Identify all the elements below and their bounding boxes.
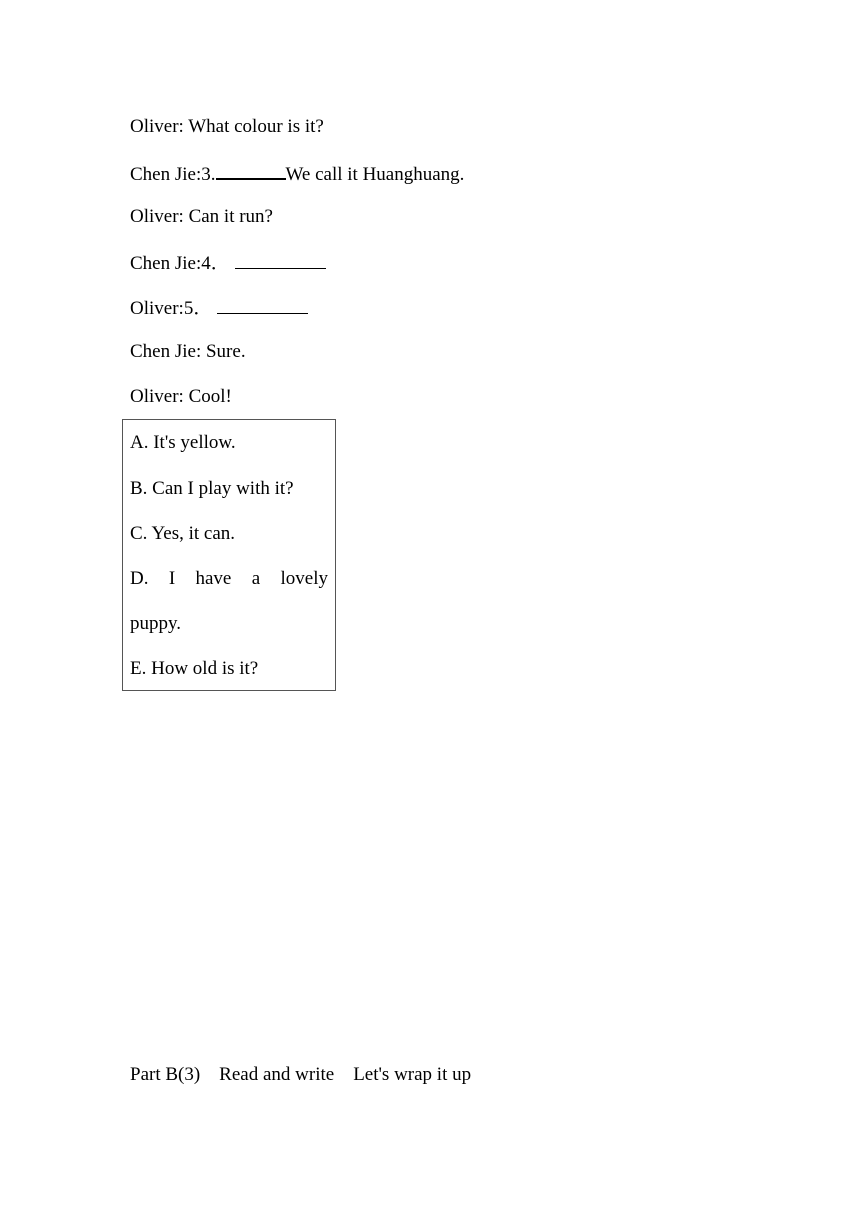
option-d bbox=[130, 567, 328, 591]
option-c: C. Yes, it can. bbox=[130, 523, 236, 544]
option-d-word: lovely bbox=[280, 568, 328, 589]
option-d-word: D. bbox=[130, 568, 149, 589]
speaker-prefix: Oliver:5． bbox=[130, 298, 213, 319]
option-d-word: a bbox=[251, 568, 261, 589]
answer-blank-3[interactable] bbox=[216, 160, 286, 180]
option-b: B. Can I play with it? bbox=[130, 478, 294, 499]
speaker-prefix: Chen Jie:4． bbox=[130, 253, 230, 274]
answer-blank-4[interactable] bbox=[235, 250, 326, 269]
option-d-word: I bbox=[168, 568, 176, 589]
dialogue-line-4 bbox=[130, 250, 326, 276]
section-heading: Part B(3) Read and write Let's wrap it up bbox=[130, 1064, 472, 1085]
dialogue-line-5 bbox=[130, 295, 308, 321]
option-a: A. It's yellow. bbox=[130, 432, 236, 453]
dialogue-line-3: Oliver: Can it run? bbox=[130, 206, 273, 227]
answer-blank-5[interactable] bbox=[217, 295, 308, 314]
dialogue-text: We call it Huanghuang. bbox=[285, 164, 465, 185]
option-d-word: have bbox=[195, 568, 232, 589]
dialogue-line-1: Oliver: What colour is it? bbox=[130, 116, 324, 137]
dialogue-line-2 bbox=[130, 160, 464, 187]
speaker-prefix: Chen Jie:3. bbox=[130, 164, 216, 185]
options-box bbox=[122, 419, 336, 691]
option-e: E. How old is it? bbox=[130, 658, 259, 679]
dialogue-line-7: Oliver: Cool! bbox=[130, 386, 232, 407]
dialogue-line-6: Chen Jie: Sure. bbox=[130, 341, 246, 362]
option-d-continued: puppy. bbox=[130, 613, 182, 634]
